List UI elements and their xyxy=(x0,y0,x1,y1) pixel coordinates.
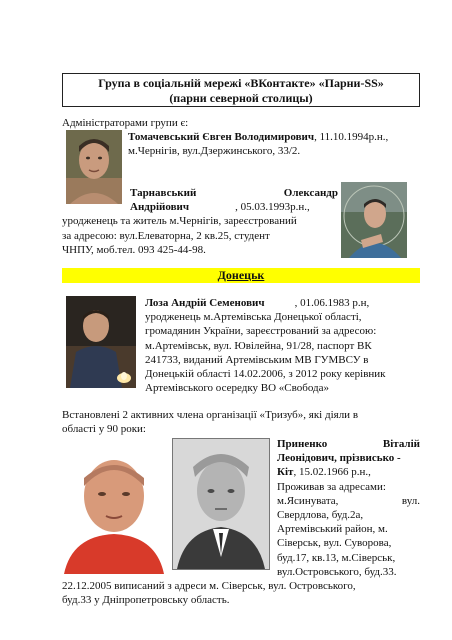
person4-addr6: буд.17, кв.13, м.Сіверськ, xyxy=(277,551,396,564)
person4-addr2-street: вул. xyxy=(401,494,420,507)
person4-firstname: Віталій xyxy=(382,438,420,450)
person3-line3: громадянин України, зареєстрований за адресою: xyxy=(145,325,377,338)
document-title-box xyxy=(62,73,420,107)
established-text xyxy=(62,408,420,436)
person3-line7: Артемівського осередку ВО «Свобода» xyxy=(145,382,329,395)
person4-photo-color xyxy=(62,446,166,574)
person4-addr3: Свердлова, буд.2а, xyxy=(277,509,364,522)
person2-text xyxy=(62,186,338,257)
person4-tail-line2: буд.33 у Дніпропетровську область. xyxy=(62,594,230,607)
person4-surname: Приненко xyxy=(277,438,328,450)
intro-text: Адміністраторами групи є: xyxy=(62,117,189,129)
person2-patronymic: Андрійович xyxy=(130,201,190,214)
person2-surname: Тарнавський xyxy=(130,187,197,199)
person2-photo xyxy=(341,182,407,258)
person4-addr4: Артемівський район, м. xyxy=(277,523,388,536)
established-line2: області у 90 роки: xyxy=(62,423,146,436)
person2-line4: ЧНПУ, моб.тел. 093 425-44-98. xyxy=(62,243,206,256)
person3-photo xyxy=(66,296,136,388)
person3-line2: уродженець м.Артемівська Донецької області, xyxy=(145,311,362,324)
person4-nickname: Кіт xyxy=(277,466,294,479)
person4-photo-bw xyxy=(172,438,270,570)
established-line1: Встановлені 2 активних члена організації «Тризуб», які діяли в xyxy=(62,409,359,421)
person4-dob: , 15.02.1966 р.н., xyxy=(293,466,371,479)
person2-line3: за адресою: вул.Елеваторна, 2 кв.25, студент xyxy=(62,229,270,242)
person1-text xyxy=(128,130,420,158)
person3-text xyxy=(145,296,420,395)
person4-addr2-city: м.Ясинувата, xyxy=(277,494,339,507)
section-donetsk: Донецьк xyxy=(62,268,420,283)
person4-text xyxy=(277,437,420,579)
person1-address: м.Чернігів, вул.Дзержинського, 33/2. xyxy=(128,145,301,158)
person3-line5: 241733, виданий Артемівським МВ ГУМВСУ в xyxy=(145,353,369,366)
person3-line4: м.Артемівськ, вул. Ювілейна, 91/28, паспорт ВК xyxy=(145,339,372,352)
person1-dob: , 11.10.1994р.н., xyxy=(314,131,389,143)
person3-name: Лоза Андрій Семенович xyxy=(145,297,265,309)
person4-addr5: Сіверськ, вул. Суворова, xyxy=(277,537,392,550)
document-subtitle: (парни северной столицы) xyxy=(169,91,313,105)
person4-tail-line1: 22.12.2005 виписаний з адреси м. Сіверськ, вул. Островського, xyxy=(62,580,356,592)
person2-firstname: Олександр xyxy=(283,187,338,199)
person4-tail xyxy=(62,579,420,607)
person4-patronymic: Леонідович, прізвисько - xyxy=(277,452,401,465)
person4-addr1: Проживав за адресами: xyxy=(277,480,386,493)
person1-name: Томачевський Євген Володимирович xyxy=(128,131,315,143)
person4-addr7: вул.Островського, буд.33. xyxy=(277,565,397,578)
person2-line2: уродженець та житель м.Чернігів, зареєстрований xyxy=(62,215,297,228)
person2-dob: , 05.03.1993р.н., xyxy=(235,201,310,214)
person3-dob: , 01.06.1983 р.н, xyxy=(294,297,370,309)
person3-line6: Донецькій області 14.02.2006, з 2012 року керівник xyxy=(145,368,386,381)
document-title: Група в соціальній мережі «ВКонтакте» «Парни-SS» xyxy=(98,76,384,90)
